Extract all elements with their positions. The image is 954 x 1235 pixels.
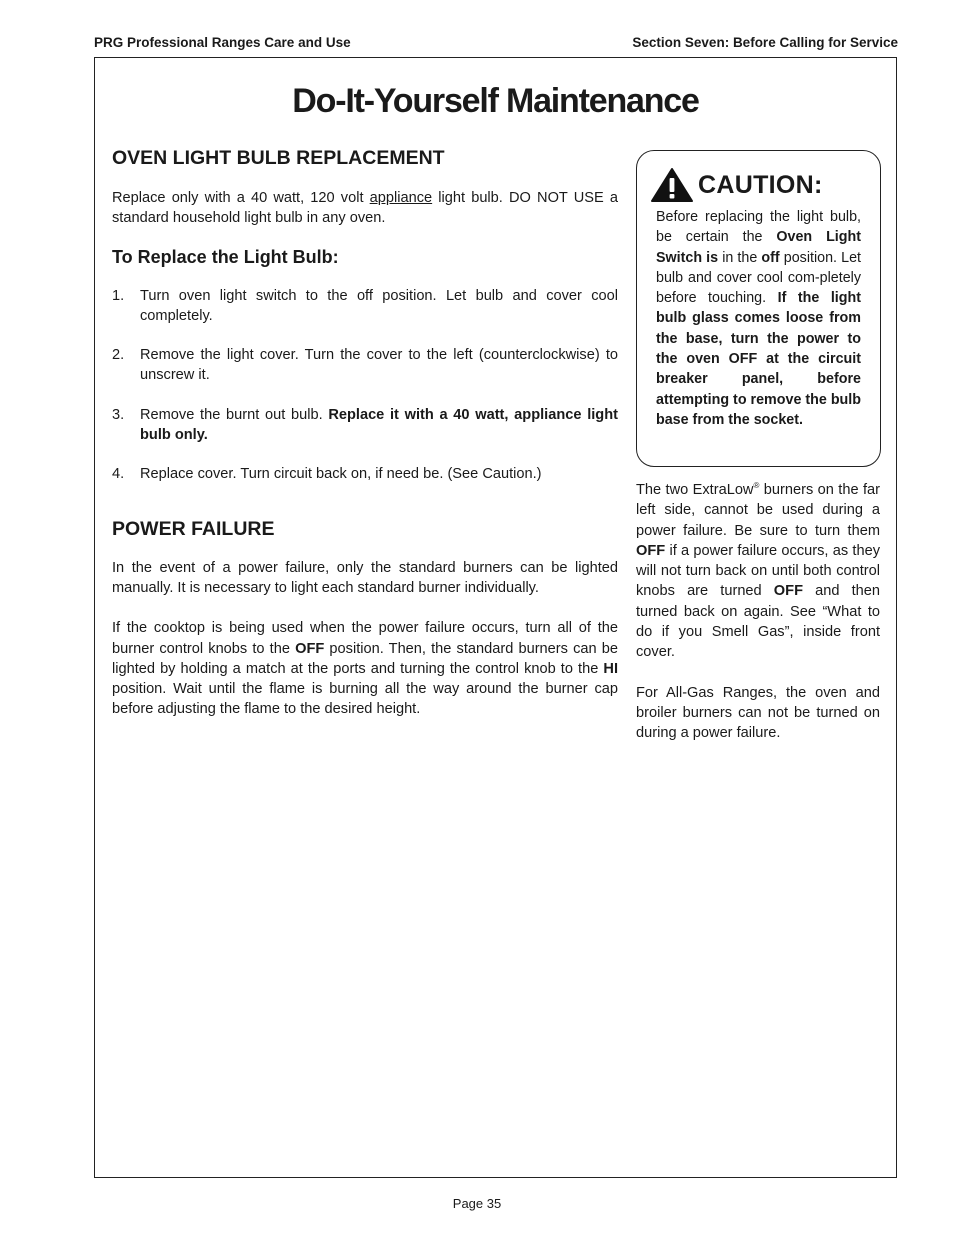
step-item: 2. Remove the light cover. Turn the cover to the left (counterclockwise) to unscrew it. — [112, 347, 618, 384]
step-item: 4. Replace cover. Turn circuit back on, if need be. (See Caution.) — [112, 466, 542, 483]
page-number: Page 35 — [452, 1196, 502, 1211]
running-header-left: PRG Professional Ranges Care and Use — [94, 35, 351, 50]
replace-bulb-subheading: To Replace the Light Bulb: — [112, 246, 339, 267]
caution-title: CAUTION: — [698, 170, 823, 199]
caution-header — [650, 165, 823, 205]
all-gas-note: For All-Gas Ranges, the oven and broiler burners can not be turned on during a power failure. — [636, 684, 880, 742]
step-item: 1. Turn oven light switch to the off position. Let bulb and cover cool completely. — [112, 287, 618, 324]
appliance-underlined: appliance — [369, 190, 433, 206]
warning-triangle-icon — [650, 167, 694, 203]
power-failure-heading: POWER FAILURE — [112, 517, 275, 540]
left-column — [112, 146, 618, 720]
extralow-note: The two ExtraLow® burners on the far left side, cannot be used during a power failure. Be sure to turn them OFF if a power failure occurs, as they will not turn back on until both control knobs are turned OFF and then turned back on again. See “What to do if you Smell Gas”, inside front cover. — [636, 481, 880, 661]
caution-text: Before replacing the light bulb, be certain the Oven Light Switch is in the off position. Let bulb and cover cool com-pletely before touching. If the light bulb glass comes loose from the base, turn the power to the oven OFF at the circuit breaker panel, before attempting to remove the bulb base from the socket. — [656, 209, 861, 428]
running-header-right: Section Seven: Before Calling for Service — [632, 35, 898, 50]
caution-box — [636, 150, 881, 467]
right-column-notes — [636, 480, 880, 744]
power-failure-para-1: In the event of a power failure, only the standard burners can be lighted manually. It is necessary to light each standard burner individually. — [112, 559, 618, 596]
oven-light-intro: Replace only with a 40 watt, 120 volt appliance light bulb. DO NOT USE a standard household light bulb in any oven. — [112, 190, 618, 227]
page-title: Do-It-Yourself Maintenance — [292, 82, 699, 120]
step-item: 3. Remove the burnt out bulb. Replace it with a 40 watt, appliance light bulb only. — [112, 406, 618, 444]
oven-light-heading: OVEN LIGHT BULB REPLACEMENT — [112, 147, 445, 169]
power-failure-para-2: If the cooktop is being used when the power failure occurs, turn all of the burner control knobs to the OFF position. Then, the standard burners can be lighted by holding a match at the ports and turning the control knob to the HI position. Wait until the flame is burning all the way around the burner cap before adjusting the flame to the desired height. — [112, 620, 618, 718]
replace-bulb-steps — [112, 286, 618, 485]
